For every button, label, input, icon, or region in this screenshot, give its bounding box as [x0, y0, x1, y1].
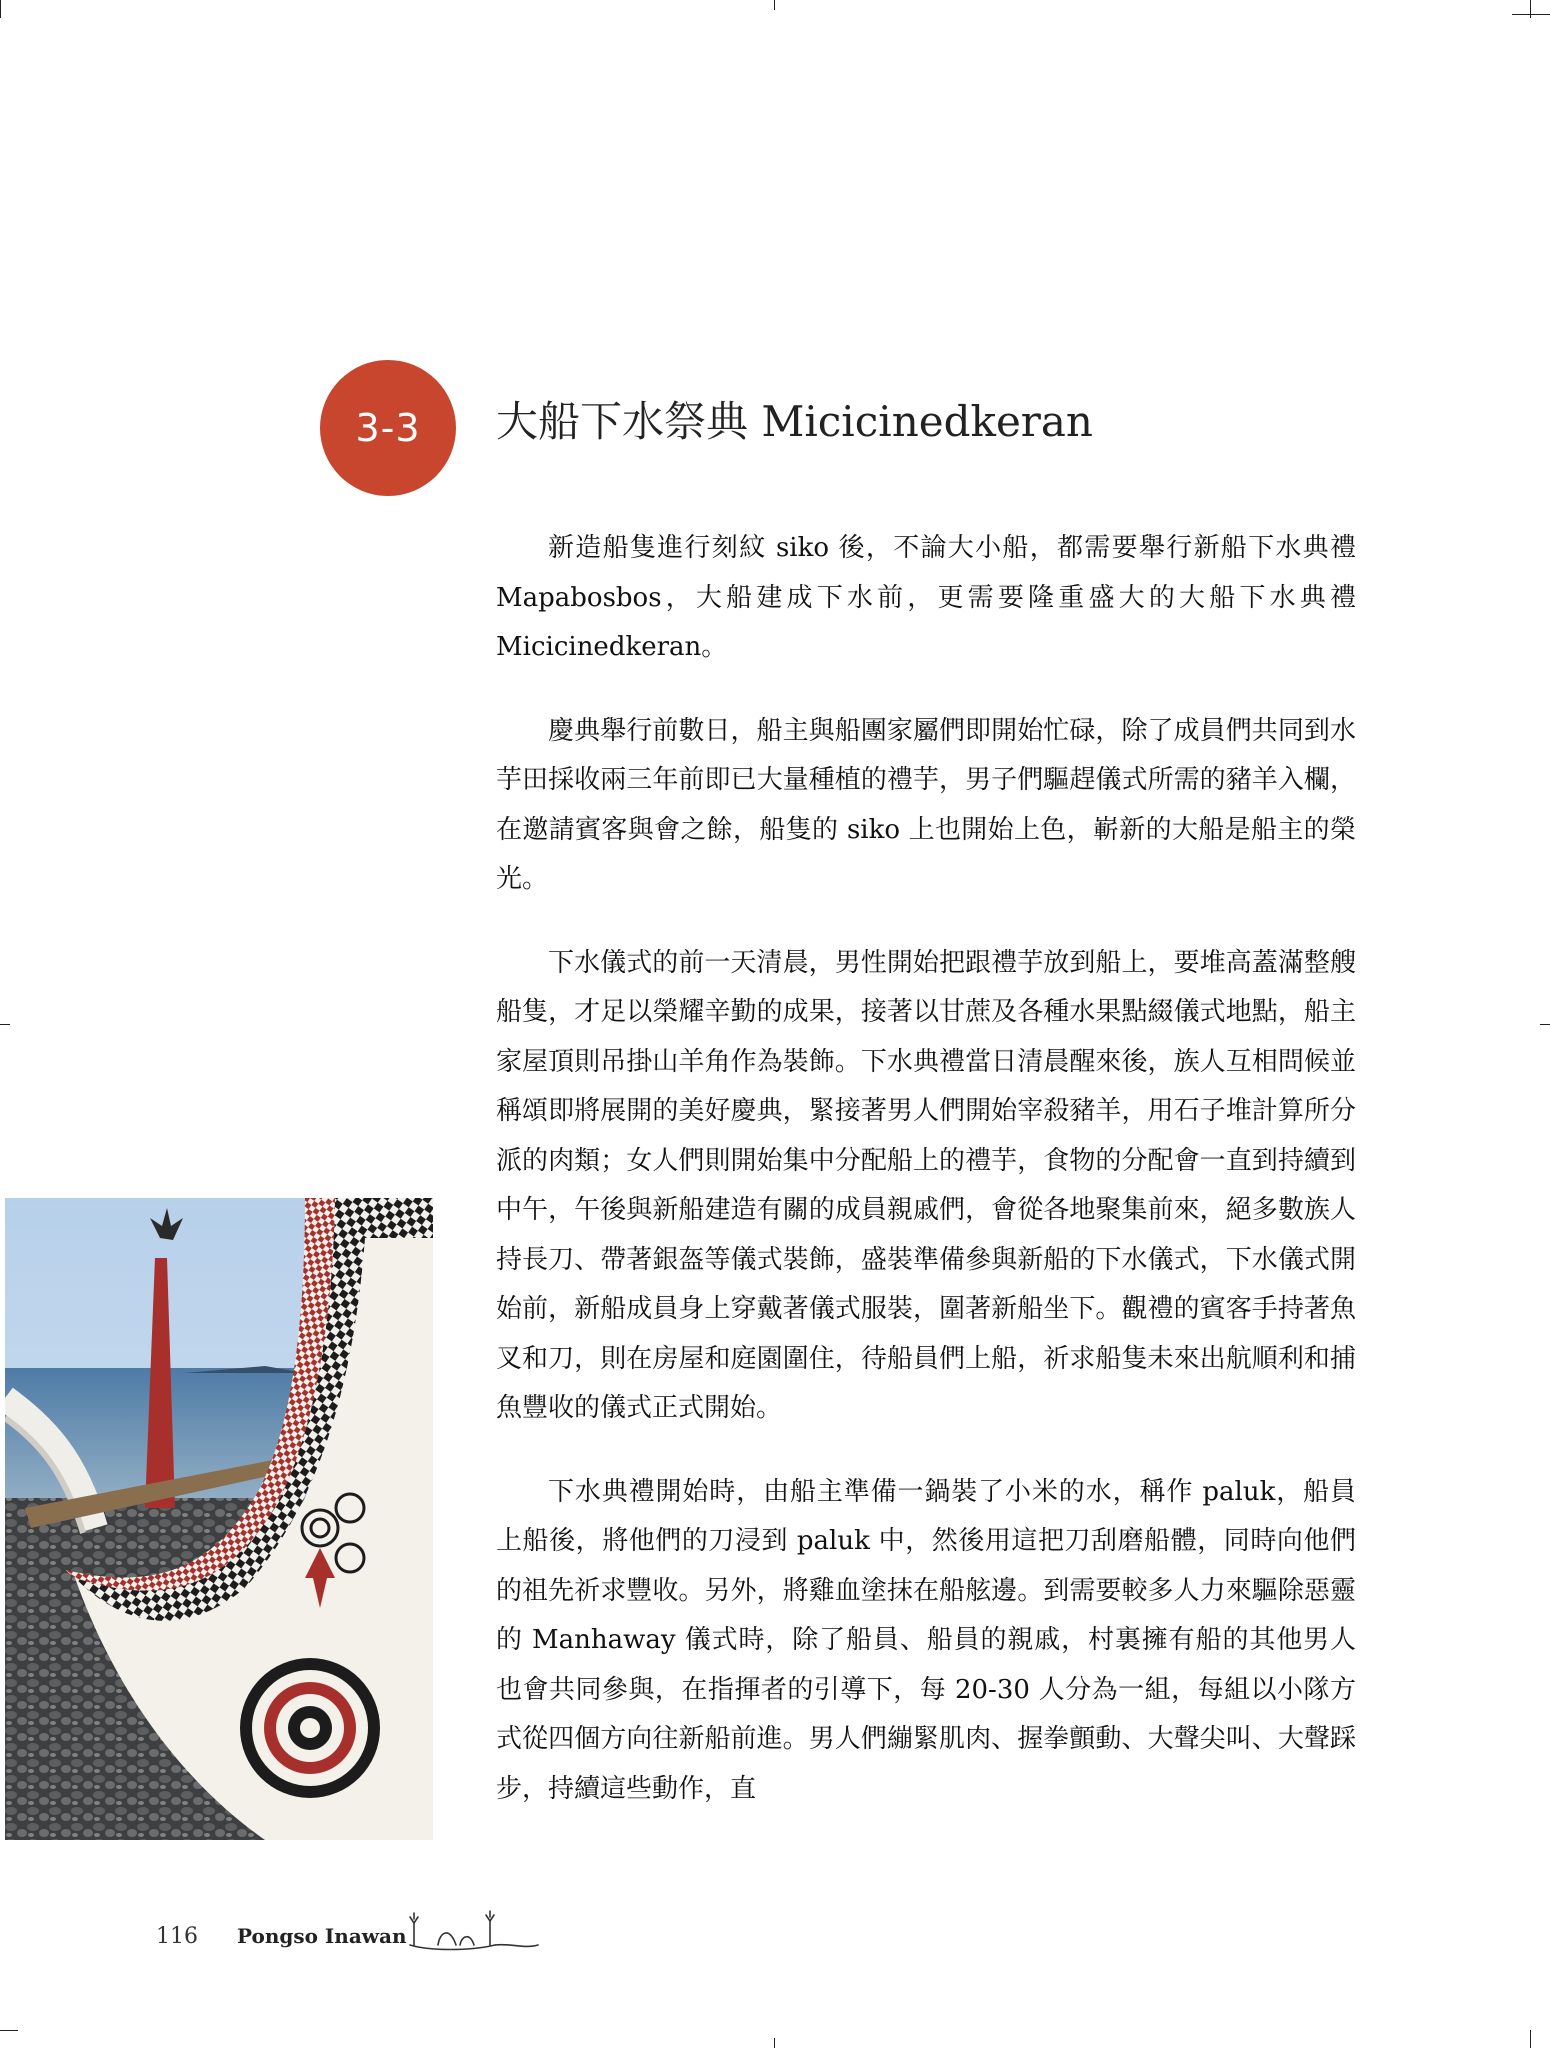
tao-canoe-photo	[5, 1198, 433, 1840]
crop-mark	[1530, 2030, 1531, 2048]
crop-mark	[774, 2038, 775, 2048]
page-number: 116	[156, 1924, 198, 1949]
article-body	[496, 524, 1356, 1848]
crop-mark	[0, 1024, 10, 1025]
crop-mark	[1540, 1024, 1550, 1025]
paragraph-3: 下水儀式的前一天清晨，男性開始把跟禮芋放到船上，要堆高蓋滿整艘船隻，才足以榮耀辛勤的成果，接著以甘蔗及各種水果點綴儀式地點，船主家屋頂則吊掛山羊角作為裝飾。下水典禮當日清晨醒來後，族人互相問候並稱頌即將展開的美好慶典，緊接著男人們開始宰殺豬羊，用石子堆計算所分派的肉類；女人們則開始集中分配船上的禮芋，食物的分配會一直到持續到中午，午後與新船建造有關的成員親戚們，會從各地聚集前來，絕多數族人持長刀、帶著銀盔等儀式裝飾，盛裝準備參與新船的下水儀式，下水儀式開始前，新船成員身上穿戴著儀式服裝，圍著新船坐下。觀禮的賓客手持著魚叉和刀，則在房屋和庭園圍住，待船員們上船，祈求船隻未來出航順利和捕魚豐收的儀式正式開始。	[496, 947, 1356, 1423]
crop-mark	[0, 2030, 18, 2031]
crop-mark	[0, 0, 1, 18]
paragraph-1: 新造船隻進行刻紋 siko 後，不論大小船，都需要舉行新船下水典禮 Mapabosbos，大船建成下水前，更需要隆重盛大的大船下水典禮 Micicinedkeran。	[496, 533, 1356, 662]
crop-mark	[1512, 14, 1550, 15]
paragraph-4: 下水典禮開始時，由船主準備一鍋裝了小米的水，稱作 paluk，船員上船後，將他們的刀浸到 paluk 中，然後用這把刀刮磨船體，同時向他們的祖先祈求豐收。另外，將雞血塗抹在船舷邊。到需要較多人力來驅除惡靈的 Manhaway 儀式時，除了船員、船員的親戚，村裏擁有船的其他男人也會共同參與，在指揮者的引導下，每 20-30 人分為一組，每組以小隊方式從四個方向往新船前進。男人們繃緊肌肉、握拳顫動、大聲尖叫、大聲踩步，持續這些動作，直	[496, 1476, 1356, 1804]
boat-sketch-icon	[400, 1905, 540, 1957]
section-number-badge	[320, 360, 456, 496]
crop-mark	[774, 0, 775, 10]
crop-mark	[1530, 0, 1531, 18]
book-title: Pongso Inawan	[237, 1924, 407, 1948]
paragraph-2: 慶典舉行前數日，船主與船團家屬們即開始忙碌，除了成員們共同到水芋田採收兩三年前即已大量種植的禮芋，男子們驅趕儀式所需的豬羊入欄，在邀請賓客與會之餘，船隻的 siko 上也開始上色，嶄新的大船是船主的榮光。	[496, 715, 1356, 894]
section-title: 大船下水祭典 Micicinedkeran	[496, 397, 1093, 446]
section-number: 3-3	[355, 406, 421, 450]
